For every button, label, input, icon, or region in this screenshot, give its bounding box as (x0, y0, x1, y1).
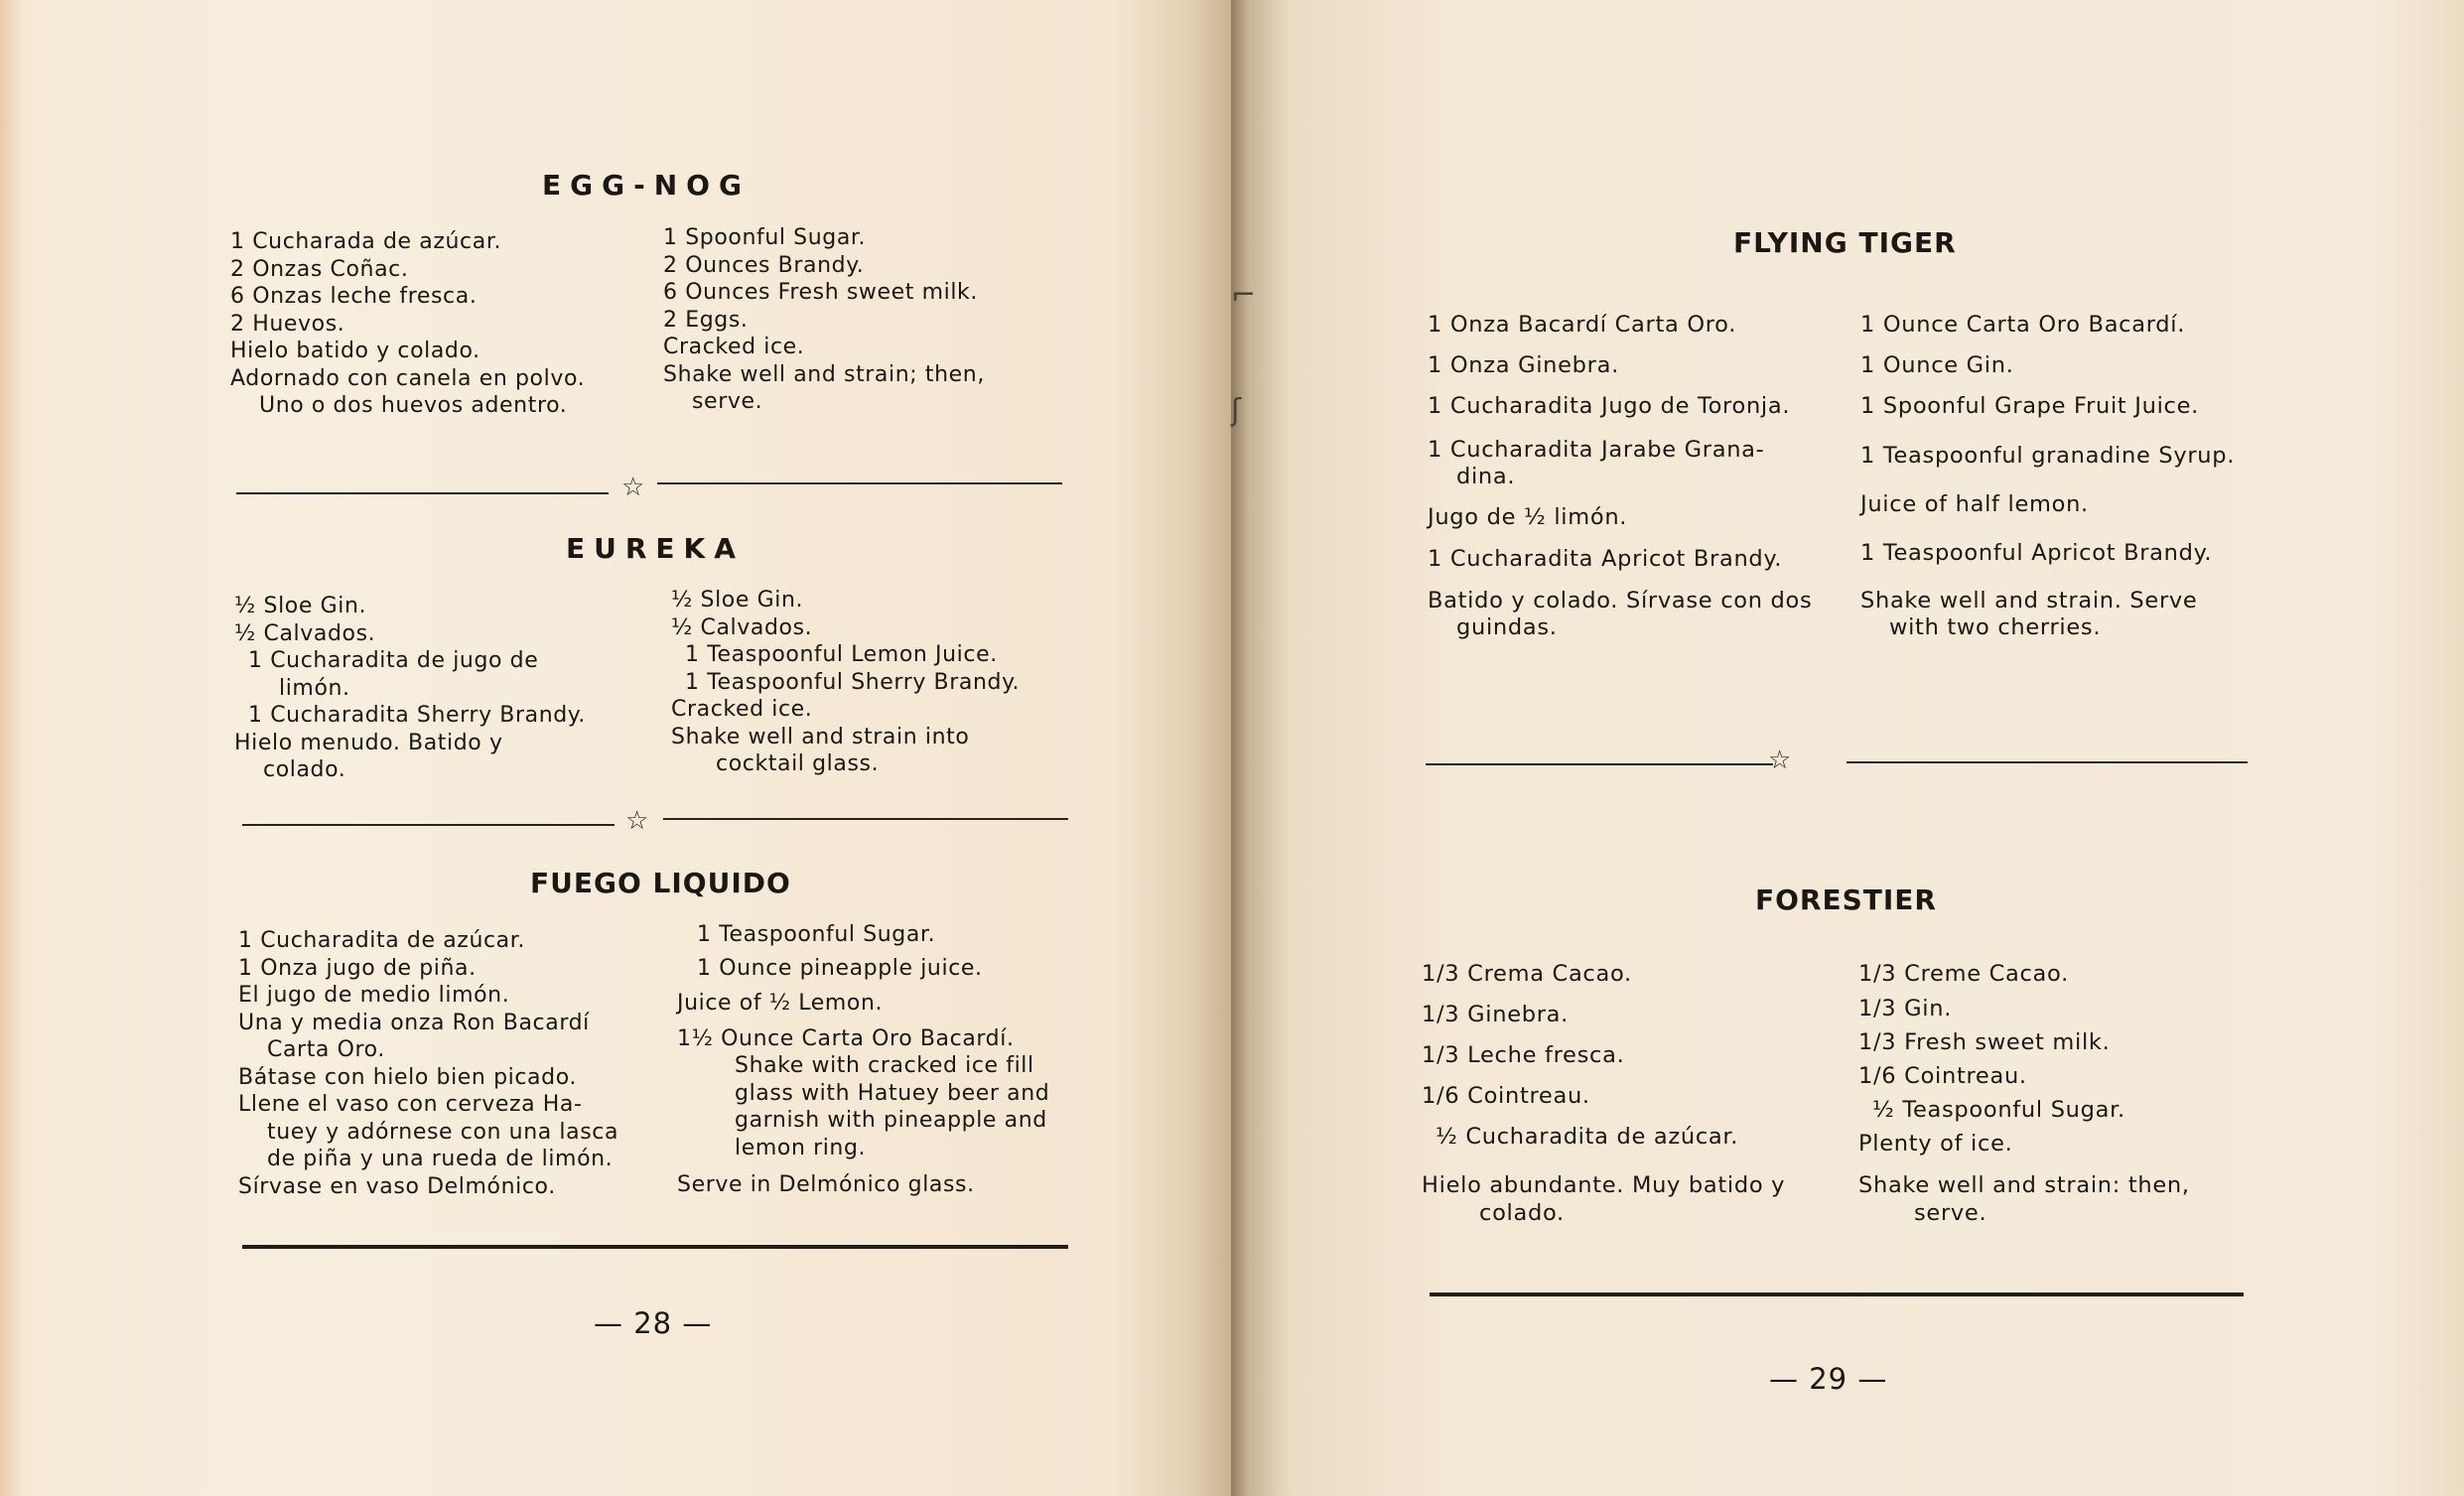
ingredient-line: de piña y una rueda de limón. (267, 1147, 614, 1171)
divider-line (242, 824, 615, 826)
ingredient-line: tuey y adórnese con una lasca (267, 1119, 619, 1145)
ingredient-line: 1 Teaspoonful Lemon Juice. (685, 642, 998, 667)
right-page (1231, 0, 2464, 1496)
divider-line (236, 492, 609, 494)
star-ornament: ☆ (625, 806, 649, 836)
ingredient-line: serve. (692, 389, 763, 414)
ingredient-line: lemon ring. (735, 1135, 867, 1160)
ingredient-line: 1 Spoonful Sugar. (663, 225, 867, 250)
eggnog-title: EGG-NOG (542, 169, 751, 202)
ingredient-line: dina. (1456, 464, 1516, 489)
ingredient-line: 6 Onzas leche fresca. (230, 284, 478, 309)
ingredient-line: Jugo de ½ limón. (1428, 504, 1628, 530)
ingredient-line: ½ Calvados. (671, 614, 813, 640)
ingredient-line: 1 Onza Ginebra. (1428, 352, 1619, 378)
forestier-spanish-ingredients (1422, 961, 1858, 1239)
ingredient-line: 1 Teaspoonful Apricot Brandy. (1860, 540, 2213, 566)
ingredient-line: Shake well and strain; then, (663, 361, 985, 387)
ingredient-line: Shake with cracked ice fill (735, 1053, 1034, 1078)
ingredient-line: colado. (263, 757, 346, 782)
ingredient-line: Shake well and strain into (671, 724, 970, 749)
ingredient-line: 1/3 Creme Cacao. (1858, 961, 2069, 987)
divider-line (1847, 761, 2248, 763)
ingredient-line: 1 Cucharada de azúcar. (230, 229, 502, 254)
ingredient-line: 1/6 Cointreau. (1422, 1083, 1590, 1109)
ingredient-line: Hielo batido y colado. (230, 339, 480, 363)
ingredient-line: Shake well and strain. Serve (1860, 588, 2198, 613)
ingredient-line: ½ Sloe Gin. (234, 594, 367, 618)
ingredient-line: cocktail glass. (716, 751, 880, 776)
page-number: — 29 — (1769, 1362, 1888, 1396)
bottom-rule (1430, 1292, 2244, 1296)
flying-tiger-title: FLYING TIGER (1733, 226, 1957, 259)
ingredient-line: Batido y colado. Sírvase con dos (1428, 588, 1813, 613)
ingredient-line: 1/3 Leche fresca. (1422, 1042, 1625, 1068)
divider-line (663, 818, 1068, 820)
ingredient-line: Bátase con hielo bien picado. (238, 1064, 577, 1090)
divider-line (657, 482, 1062, 484)
ingredient-line: 1 Spoonful Grape Fruit Juice. (1860, 393, 2200, 419)
ingredient-line: Carta Oro. (267, 1037, 385, 1062)
ingredient-line: 6 Ounces Fresh sweet milk. (663, 280, 978, 305)
fuego-liquido-english-ingredients (677, 921, 1094, 1199)
ingredient-line: 1 Teaspoonful Sherry Brandy. (685, 669, 1021, 695)
ingredient-line: guindas. (1456, 614, 1558, 640)
ingredient-line: 2 Eggs. (663, 307, 749, 333)
ingredient-line: Shake well and strain: then, (1858, 1172, 2190, 1198)
ingredient-line: glass with Hatuey beer and (735, 1080, 1050, 1106)
ingredient-line: 1½ Ounce Carta Oro Bacardí. (677, 1025, 1015, 1051)
ingredient-line: Hielo abundante. Muy batido y (1422, 1172, 1786, 1198)
divider-line (1426, 763, 1773, 765)
page-number: — 28 — (594, 1306, 713, 1340)
ingredient-line: Serve in Delmónico glass. (677, 1172, 975, 1197)
ingredient-line: ½ Calvados. (234, 620, 376, 646)
ingredient-line: 1 Onza jugo de piña. (238, 955, 477, 981)
ingredient-line: 1/3 Gin. (1858, 996, 1953, 1021)
ingredient-line: 1 Ounce Carta Oro Bacardí. (1860, 312, 2186, 338)
ingredient-line: Juice of ½ Lemon. (677, 991, 884, 1016)
ingredient-line: 1 Teaspoonful granadine Syrup. (1860, 443, 2236, 469)
flying-tiger-english-ingredients (1860, 312, 2287, 649)
forestier-title: FORESTIER (1755, 884, 1937, 916)
ingredient-line: Plenty of ice. (1858, 1131, 2013, 1156)
eureka-english-ingredients (671, 587, 1068, 778)
eureka-spanish-ingredients (234, 593, 651, 784)
ingredient-line: 1/3 Crema Cacao. (1422, 961, 1632, 987)
ingredient-line: 1/3 Ginebra. (1422, 1002, 1570, 1027)
ingredient-line: 1 Cucharadita de jugo de (248, 648, 539, 673)
ingredient-line: Juice of half lemon. (1860, 491, 2089, 517)
ingredient-line: 1 Teaspoonful Sugar. (697, 922, 936, 947)
eureka-title: EUREKA (566, 532, 745, 565)
ingredient-line: 1 Cucharadita Jarabe Grana- (1428, 437, 1765, 463)
left-page (0, 0, 1231, 1496)
ingredient-line: 2 Huevos. (230, 311, 345, 337)
ingredient-line: ½ Cucharadita de azúcar. (1436, 1124, 1739, 1150)
binding-staple-mark: ʃ (1231, 393, 1242, 428)
ingredient-line: 1 Ounce Gin. (1860, 352, 2014, 378)
ingredient-line: 1 Cucharadita Sherry Brandy. (248, 703, 586, 728)
star-ornament: ☆ (1768, 746, 1792, 775)
ingredient-line: garnish with pineapple and (735, 1108, 1047, 1133)
ingredient-line: 1 Ounce pineapple juice. (697, 955, 983, 981)
ingredient-line: 2 Onzas Coñac. (230, 256, 409, 282)
eggnog-spanish-ingredients (230, 228, 647, 420)
flying-tiger-spanish-ingredients (1428, 312, 1854, 649)
binding-staple-mark: ⌐ (1231, 278, 1257, 313)
bottom-rule (242, 1245, 1068, 1249)
star-ornament: ☆ (621, 473, 645, 502)
eggnog-english-ingredients (663, 224, 1060, 416)
ingredient-line: Llene el vaso con cerveza Ha- (238, 1092, 583, 1117)
ingredient-line: 1 Cucharadita Jugo de Toronja. (1428, 393, 1791, 419)
ingredient-line: Cracked ice. (663, 335, 805, 359)
ingredient-line: 1 Cucharadita de azúcar. (238, 928, 525, 953)
ingredient-line: ½ Teaspoonful Sugar. (1872, 1097, 2125, 1123)
ingredient-line: colado. (1479, 1200, 1565, 1226)
ingredient-line: with two cherries. (1889, 614, 2102, 640)
ingredient-line: serve. (1914, 1200, 1987, 1226)
ingredient-line: ½ Sloe Gin. (671, 588, 804, 612)
ingredient-line: Una y media onza Ron Bacardí (238, 1010, 590, 1035)
ingredient-line: Hielo menudo. Batido y (234, 730, 503, 755)
ingredient-line: 1 Cucharadita Apricot Brandy. (1428, 546, 1783, 572)
ingredient-line: Cracked ice. (671, 697, 813, 722)
forestier-english-ingredients (1858, 961, 2295, 1239)
ingredient-line: limón. (279, 675, 350, 701)
ingredient-line: El jugo de medio limón. (238, 983, 510, 1008)
ingredient-line: 1 Onza Bacardí Carta Oro. (1428, 312, 1737, 338)
ingredient-line: 2 Ounces Brandy. (663, 252, 865, 278)
fuego-liquido-spanish-ingredients (238, 927, 655, 1200)
ingredient-line: Adornado con canela en polvo. (230, 365, 586, 391)
ingredient-line: 1/6 Cointreau. (1858, 1063, 2027, 1089)
ingredient-line: 1/3 Fresh sweet milk. (1858, 1029, 2111, 1055)
fuego-liquido-title: FUEGO LIQUIDO (530, 867, 791, 899)
ingredient-line: Sírvase en vaso Delmónico. (238, 1173, 556, 1199)
ingredient-line: Uno o dos huevos adentro. (259, 393, 568, 418)
